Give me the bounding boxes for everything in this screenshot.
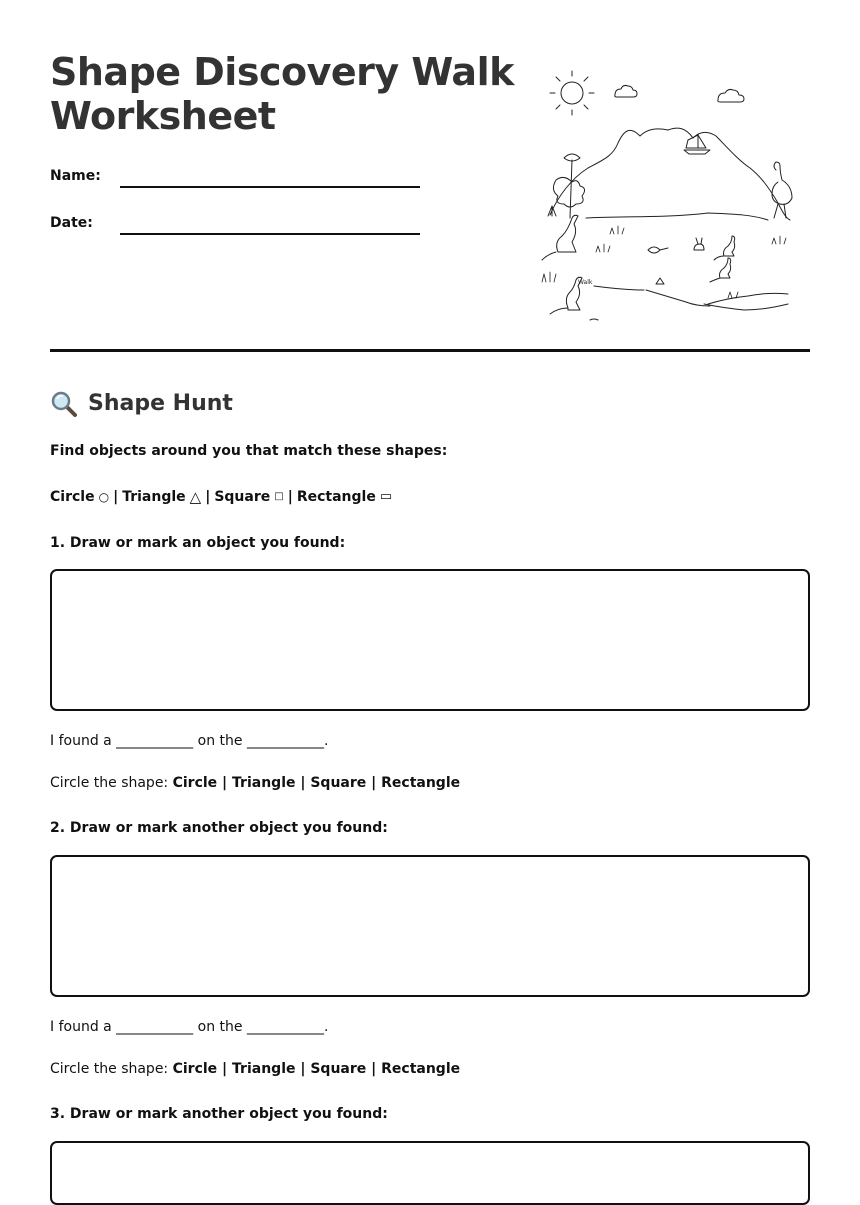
item-2-drawing-box[interactable]: [50, 855, 810, 997]
sun-icon: [550, 71, 594, 115]
legend-separator: |: [113, 489, 119, 505]
name-label: Name:: [50, 168, 101, 184]
walk-sign-text: Walk: [578, 279, 593, 286]
item-1-circle-shape: [50, 773, 460, 793]
legend-separator: |: [205, 489, 211, 505]
shape-hunt-heading-text: Shape Hunt: [88, 391, 233, 416]
magnifying-glass-icon: [50, 390, 78, 418]
legend-separator: |: [287, 489, 293, 505]
header-divider: [50, 349, 810, 352]
item-1-prompt: 1. Draw or mark an object you found:: [50, 535, 346, 551]
outback-scene-illustration: [528, 68, 810, 324]
triangle-icon: △: [189, 488, 202, 506]
hills-outline: [550, 128, 790, 220]
circle-icon: ○: [98, 490, 110, 504]
kangaroo-icon: [542, 215, 578, 260]
item-3-drawing-box[interactable]: [50, 1141, 810, 1205]
item-1-sentence[interactable]: I found a ___________ on the ___________.: [50, 733, 329, 749]
date-line[interactable]: [120, 233, 420, 235]
rectangle-icon: ▭: [379, 489, 393, 504]
worksheet-title: Shape Discovery Walk Worksheet: [50, 50, 514, 138]
date-field[interactable]: [50, 213, 430, 237]
lizard-icon: [648, 247, 668, 253]
shape-options[interactable]: Circle | Triangle | Square | Rectangle: [172, 775, 461, 791]
tree-left-icon: [548, 154, 585, 218]
circle-prompt-label: Circle the shape:: [50, 775, 169, 791]
legend-rectangle-label: Rectangle: [296, 489, 376, 505]
item-3-prompt: 3. Draw or mark another object you found:: [50, 1106, 388, 1122]
cloud-icon: [615, 85, 637, 97]
triangle-rock-icon: [656, 278, 664, 284]
shape-legend: [50, 487, 392, 507]
circle-prompt-label: Circle the shape:: [50, 1061, 169, 1077]
legend-square-label: Square: [214, 489, 271, 505]
item-2-sentence[interactable]: I found a ___________ on the ___________.: [50, 1019, 329, 1035]
shape-hunt-heading: [50, 388, 233, 420]
legend-triangle-label: Triangle: [122, 489, 186, 505]
square-icon: □: [274, 491, 284, 502]
item-1-drawing-box[interactable]: [50, 569, 810, 711]
sailboat-icon: [684, 135, 710, 154]
item-2-circle-shape: [50, 1059, 460, 1079]
cloud-icon: [718, 89, 744, 102]
wallaby-icon: [710, 258, 731, 282]
instruction-text: Find objects around you that match these shapes:: [50, 443, 448, 459]
name-field[interactable]: [50, 166, 430, 190]
name-line[interactable]: [120, 186, 420, 188]
rabbit-icon: [694, 238, 704, 250]
legend-circle-label: Circle: [50, 489, 95, 505]
item-2-prompt: 2. Draw or mark another object you found:: [50, 820, 388, 836]
shape-options[interactable]: Circle | Triangle | Square | Rectangle: [172, 1061, 461, 1077]
date-label: Date:: [50, 215, 93, 231]
wallaby-icon: [714, 236, 735, 260]
